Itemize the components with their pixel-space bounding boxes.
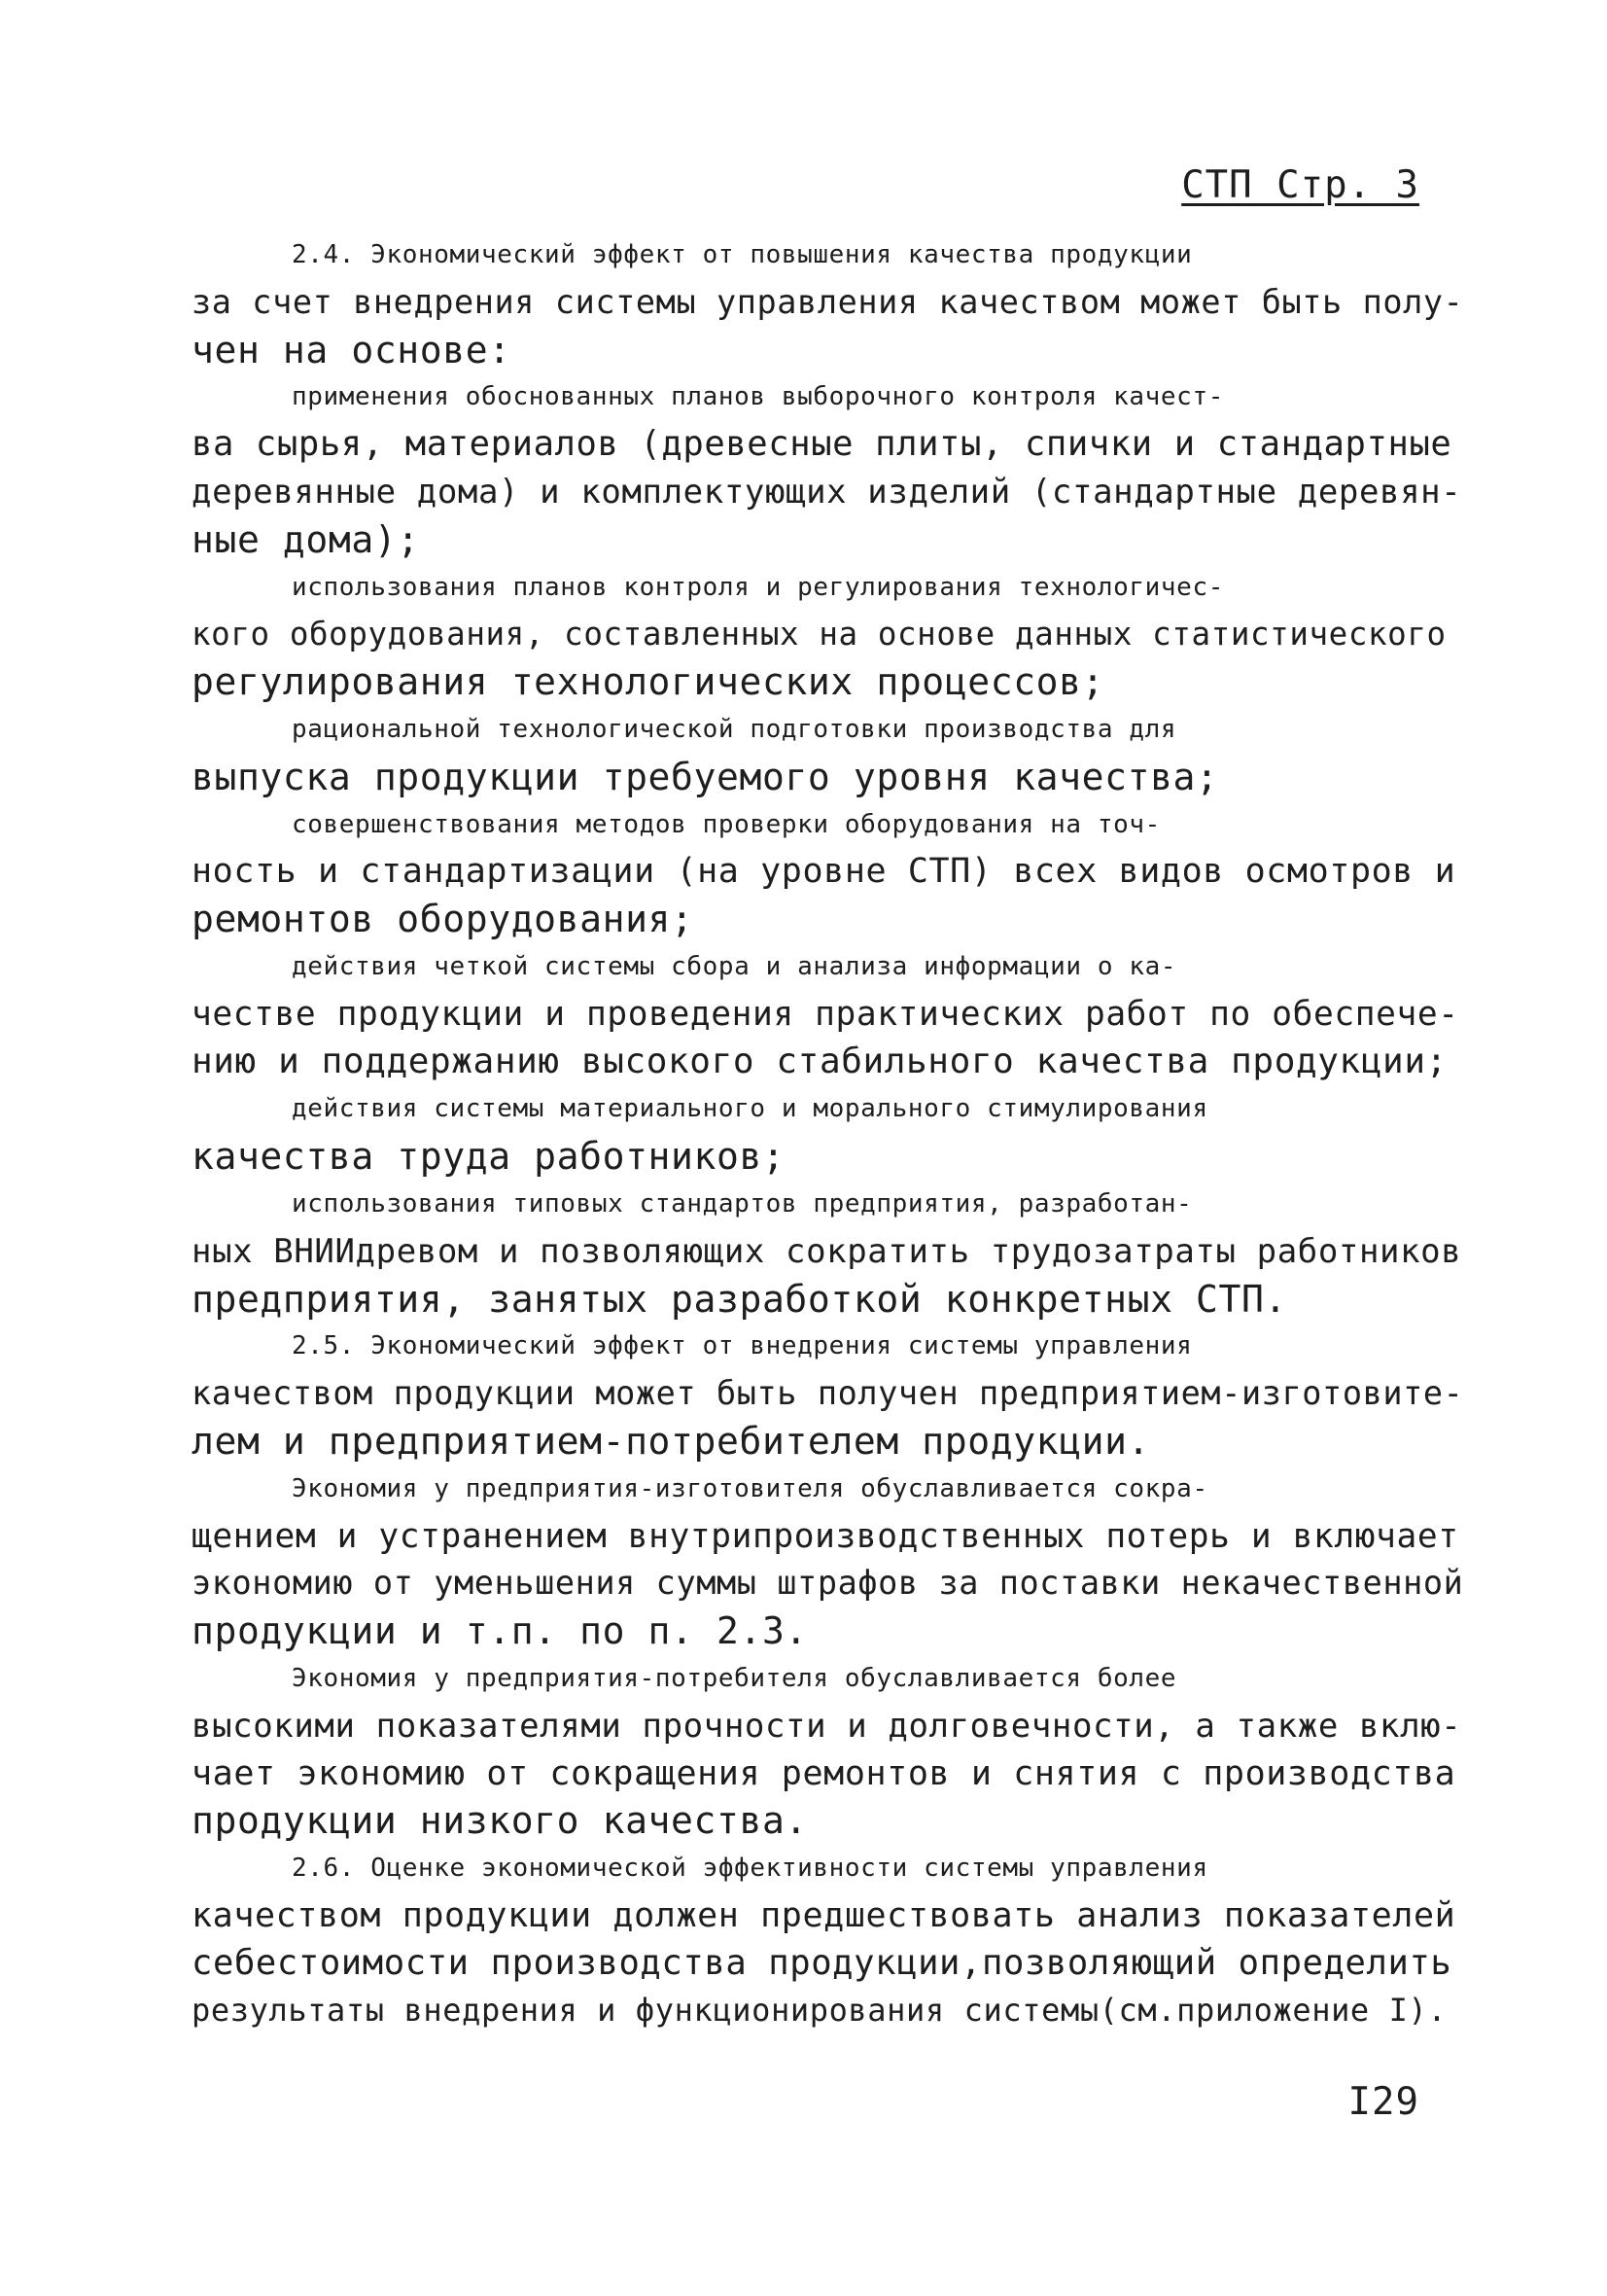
page-number: I29 [1347,2080,1419,2124]
text-line: нию и поддержанию высокого стабильного качества продукции; [192,1041,1448,1081]
text-line: ва сырья, материалов (древесные плиты, спички и стандартные [192,424,1452,465]
text-line: лем и предприятием-потребителем продукции. [192,1419,1151,1463]
text-line: ность и стандартизации (на уровне СТП) всех видов осмотров и [192,852,1456,892]
page-header: СТП Стр. 3 [1181,163,1419,207]
text-line: применения обоснованных планов выборочного контроля качест- [292,382,1224,412]
text-line: регулирования технологических процессов; [192,660,1105,704]
text-line: качества труда работников; [192,1135,786,1179]
text-line: предприятия, занятых разработкой конкретных СТП. [192,1277,1287,1321]
document-body [192,231,1464,2034]
text-line: действия системы материального и морального стимулирования [292,1094,1208,1124]
text-line: чен на основе: [192,328,511,371]
text-line: ремонтов оборудования; [192,898,694,941]
text-line: выпуска продукции требуемого уровня качества; [192,755,1219,798]
text-line: качеством продукции должен предшествовать анализ показателей [192,1895,1456,1935]
text-line: действия четкой системы сбора и анализа информации о ка- [292,951,1177,981]
text-line: чает экономию от сокращения ремонтов и снятия с производства [192,1753,1456,1793]
text-line: совершенствования методов проверки оборудования на точ- [292,809,1161,839]
text-line: 2.6. Оценке экономической эффективности системы управления [292,1854,1208,1884]
text-line: использования планов контроля и регулирования технологичес- [292,572,1224,602]
text-line: щением и устранением внутрипроизводственных потерь и включает [192,1516,1459,1556]
text-line: качеством продукции может быть получен предприятием-изготовите- [192,1374,1464,1413]
text-line: ных ВНИИдревом и позволяющих сократить трудозатраты работников [192,1231,1462,1271]
text-line: деревянные дома) и комплектующих изделий (стандартные деревян- [192,472,1462,512]
text-line: продукции низкого качества. [192,1799,808,1843]
text-line: 2.5. Экономический эффект от внедрения системы управления [292,1331,1193,1361]
text-line: результаты внедрения и функционирования системы(см.приложение I). [192,1992,1448,2030]
text-line: ные дома); [192,517,420,561]
text-line: экономию от уменьшения суммы штрафов за поставки некачественной [192,1564,1464,1603]
text-line: Экономия у предприятия-изготовителя обуславливается сокра- [292,1473,1208,1503]
text-line: себестоимости производства продукции,позволяющий определить [192,1942,1452,1983]
text-line: высокими показателями прочности и долговечности, а также вклю- [192,1706,1462,1746]
text-line: кого оборудования, составленных на основе данных статистического [192,616,1447,653]
text-line: использования типовых стандартов предприятия, разработан- [292,1188,1193,1219]
text-line: 2.4. Экономический эффект от повышения качества продукции [292,240,1193,269]
text-line: рациональной технологической подготовки производства для [292,714,1177,744]
text-line: Экономия у предприятия-потребителя обуславливается более [292,1663,1177,1693]
text-line: честве продукции и проведения практических работ по обеспече- [192,994,1459,1034]
text-line: за счет внедрения системы управления качеством может быть полу- [192,282,1464,321]
text-line: продукции и т.п. по п. 2.3. [192,1609,808,1653]
